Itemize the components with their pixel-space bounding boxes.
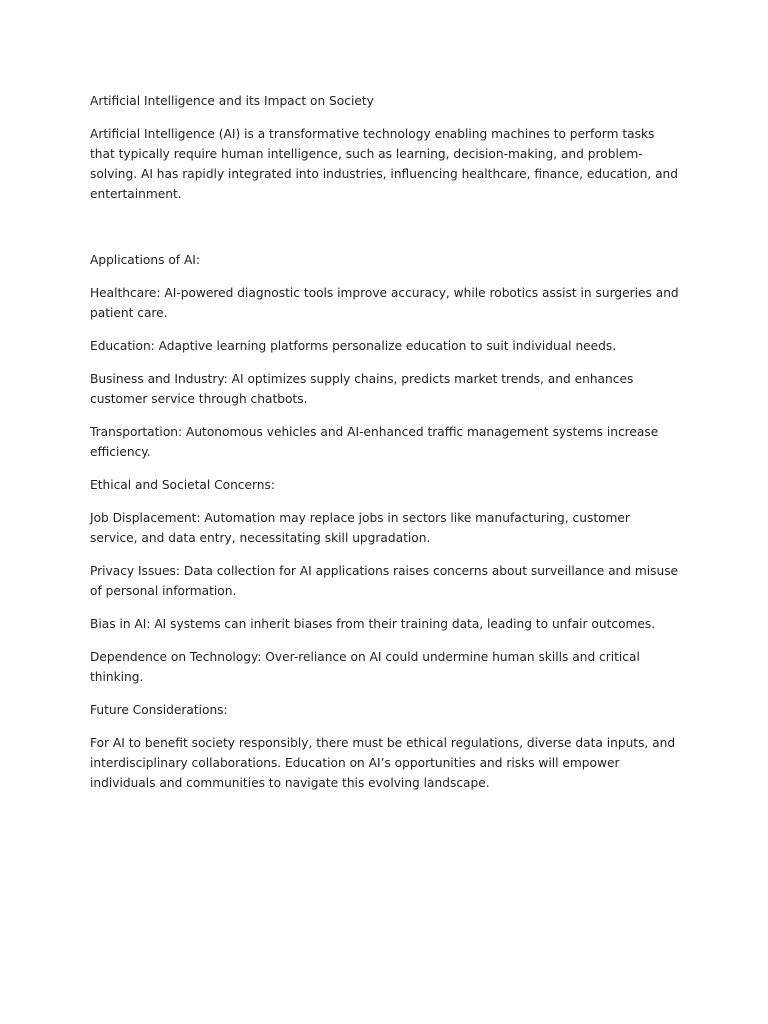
future-heading: Future Considerations: — [90, 703, 228, 717]
application-transportation: Transportation: Autonomous vehicles and AI-enhanced traffic management systems increase efficiency. — [90, 425, 659, 459]
concerns-heading: Ethical and Societal Concerns: — [90, 478, 275, 492]
concern-job-displacement: Job Displacement: Automation may replace jobs in sectors like manufacturing, customer service, and data entry, necessitating skill upgradation. — [90, 511, 630, 545]
applications-heading: Applications of AI: — [90, 253, 200, 267]
application-business: Business and Industry: AI optimizes supply chains, predicts market trends, and enhances customer service through chatbots. — [90, 372, 634, 406]
future-paragraph: For AI to benefit society responsibly, there must be ethical regulations, diverse data inputs, and interdisciplinary collaborations. Education on AI’s opportunities and risks will empower individuals and communities to navigate this evolving landscape. — [90, 736, 676, 790]
intro-paragraph: Artificial Intelligence (AI) is a transformative technology enabling machines to perform tasks that typically require human intelligence, such as learning, decision-making, and problem-solving. AI has rapidly integrated into industries, influencing healthcare, finance, education, and entertainment. — [90, 127, 679, 201]
concern-dependence: Dependence on Technology: Over-reliance on AI could undermine human skills and critical thinking. — [90, 650, 640, 684]
document-body — [90, 91, 680, 806]
application-healthcare: Healthcare: AI-powered diagnostic tools improve accuracy, while robotics assist in surgeries and patient care. — [90, 286, 679, 320]
application-education: Education: Adaptive learning platforms personalize education to suit individual needs. — [90, 339, 617, 353]
concern-privacy: Privacy Issues: Data collection for AI applications raises concerns about surveillance and misuse of personal information. — [90, 564, 679, 598]
concern-bias: Bias in AI: AI systems can inherit biases from their training data, leading to unfair outcomes. — [90, 617, 656, 631]
document-title: Artificial Intelligence and its Impact on Society — [90, 94, 374, 108]
